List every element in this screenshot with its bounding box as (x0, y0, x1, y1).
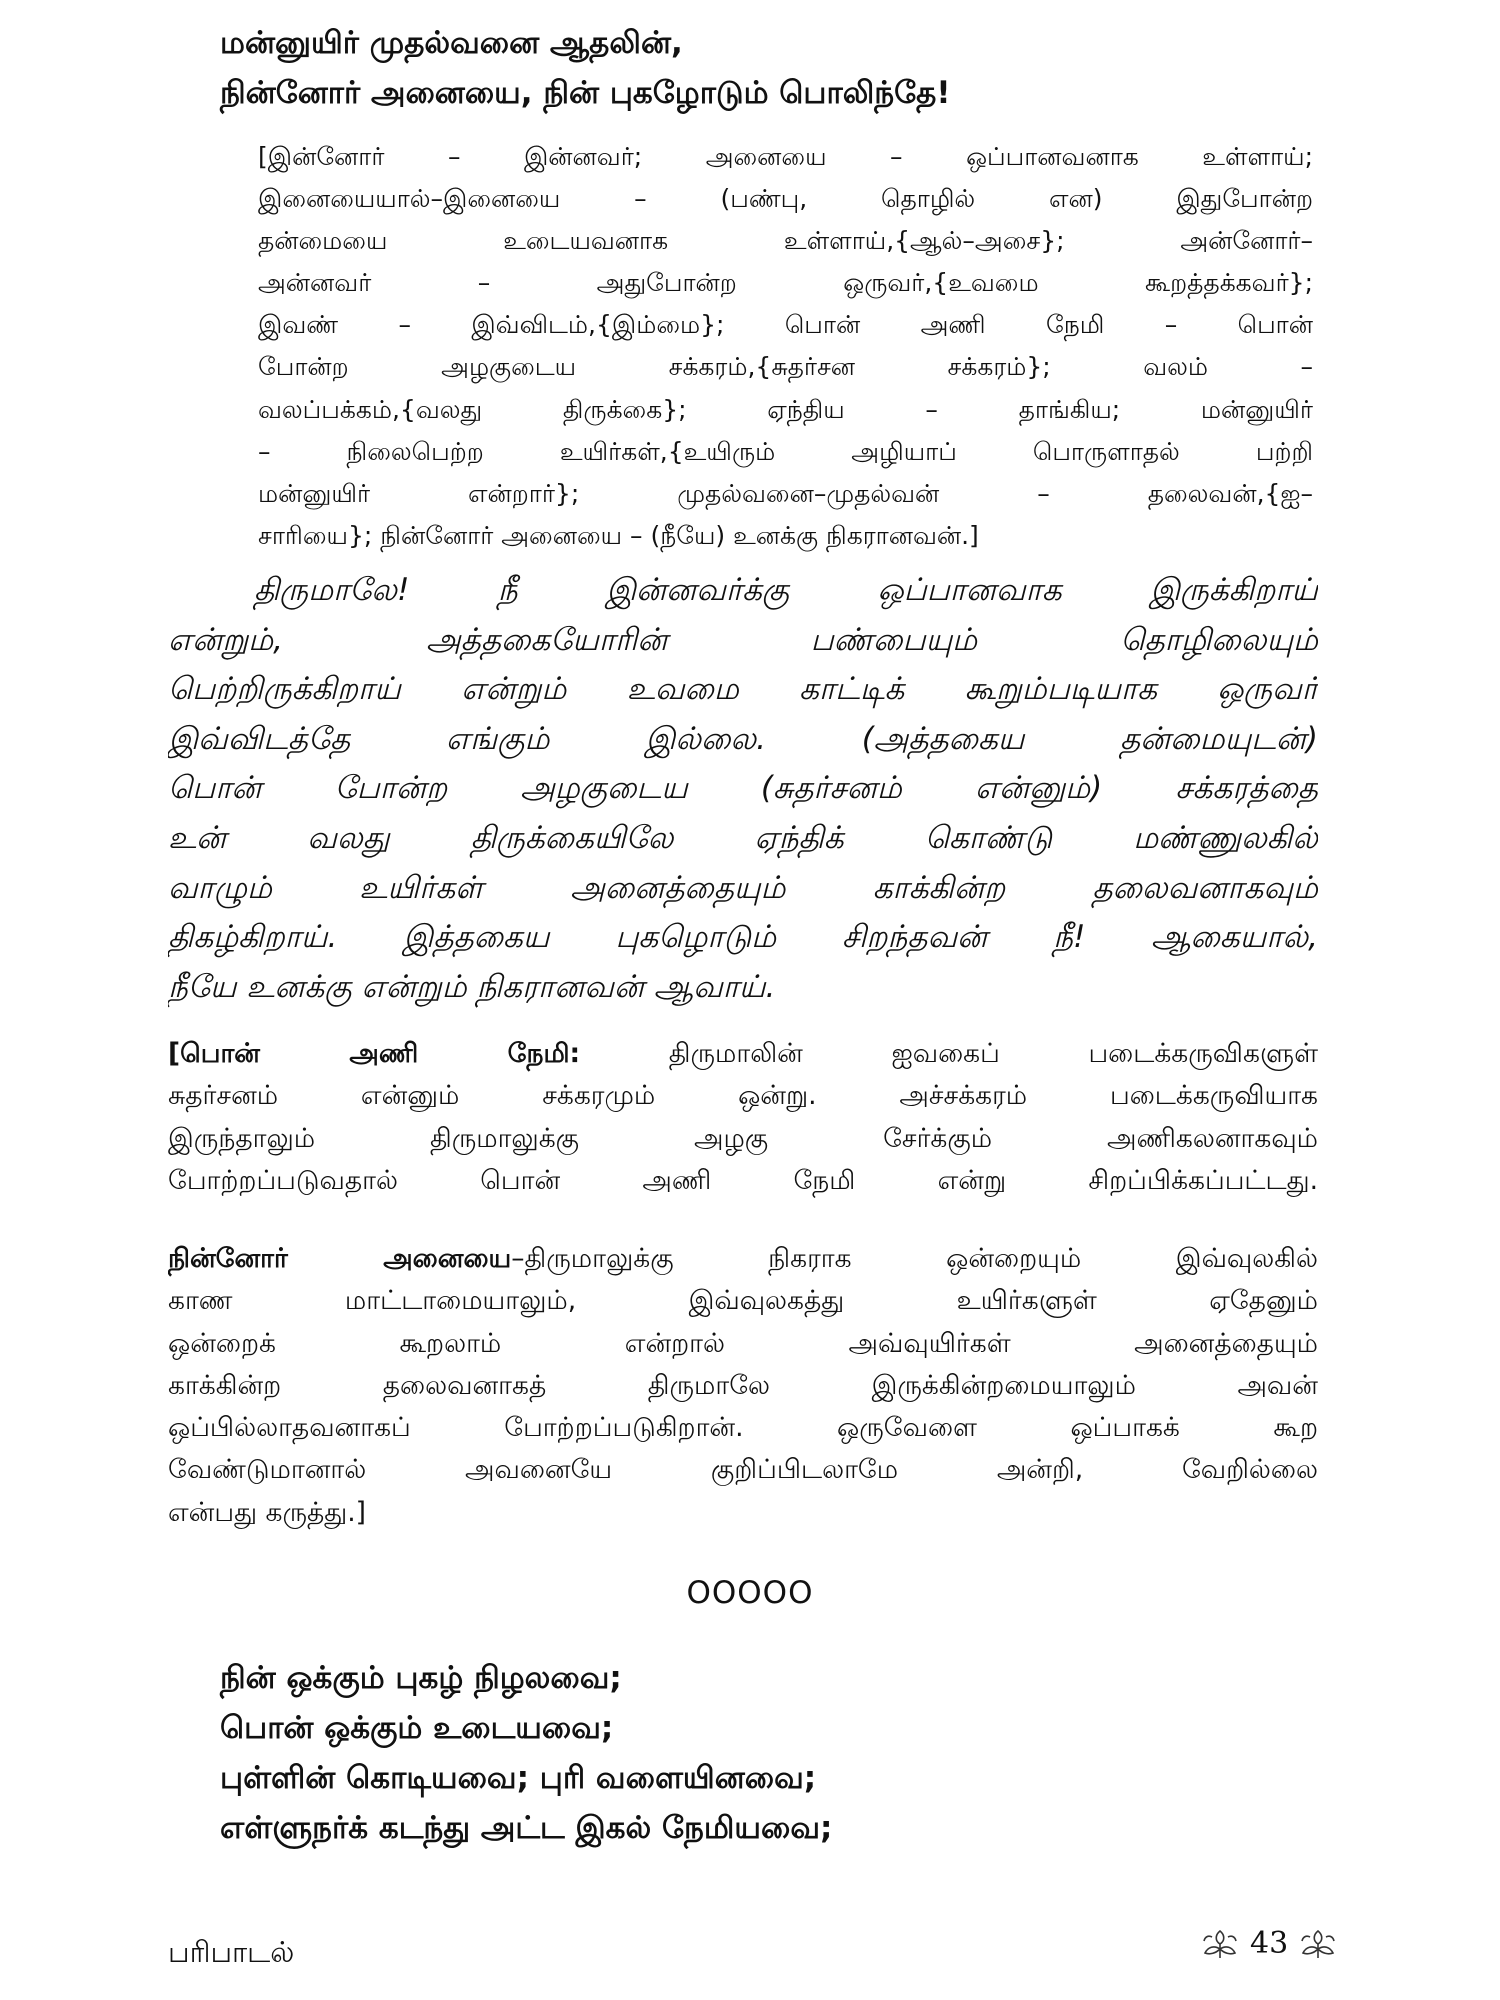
prose-line: பொன் போன்ற அழகுடைய (சுதர்சனம் என்னும்) சக்கரத்தை (168, 770, 1318, 807)
gloss-line: சாரியை}; நின்னோர் அனையை – (நீயே) உனக்கு நிகரானவன்.] (258, 520, 979, 550)
prose-line: இவ்விடத்தே எங்கும் இல்லை. (அத்தகைய தன்மையுடன்) (168, 720, 1318, 757)
prose-explanation (168, 566, 1318, 1012)
section-separator: OOOOO (686, 1575, 814, 1611)
gloss-line: வலப்பக்கம்,{வலது திருக்கை}; ஏந்திய – தாங்கிய; மன்னுயிர் (258, 394, 1313, 424)
prose-line: உன் வலது திருக்கையிலே ஏந்திக் கொண்டு மண்ணுலகில் (168, 819, 1318, 856)
note-line (168, 1033, 1318, 1075)
prose-line: என்றும், அத்தகையோரின் பண்பையும் தொழிலையும் (168, 621, 1318, 658)
note-ninnor-anaiyai (168, 1238, 1318, 1534)
floral-ornament-icon (1298, 1927, 1338, 1961)
note-term: நின்னோர் அனையை (168, 1243, 512, 1274)
note-term: [பொன் அணி நேமி: (168, 1038, 581, 1069)
verse-bottom (220, 1653, 1370, 1853)
floral-ornament-icon (1200, 1927, 1240, 1961)
note-line: ஒப்பில்லாதவனாகப் போற்றப்படுகிறான். ஒருவேளை ஒப்பாகக் கூற (168, 1412, 1318, 1444)
note-line: சுதர்சனம் என்னும் சக்கரமும் ஒன்று. அச்சக்கரம் படைக்கருவியாக (168, 1080, 1318, 1112)
page-number-block (1200, 1926, 1338, 1961)
note-line: என்பது கருத்து.] (168, 1496, 367, 1528)
prose-line: பெற்றிருக்கிறாய் என்றும் உவமை காட்டிக் கூறும்படியாக ஒருவர் (168, 671, 1318, 708)
note-pon-ani-nemi (168, 1033, 1318, 1202)
word-gloss (258, 136, 1313, 557)
gloss-line: போன்ற அழகுடைய சக்கரம்,{சுதர்சன சக்கரம்}; வலம் – (258, 352, 1313, 382)
note-line: காக்கின்ற தலைவனாகத் திருமாலே இருக்கின்றமையாலும் அவன் (168, 1369, 1318, 1401)
verse-line: எள்ளுநர்க் கடந்து அட்ட இகல் நேமியவை; (220, 1810, 833, 1846)
prose-line: நீயே உனக்கு என்றும் நிகரானவன் ஆவாய். (168, 968, 776, 1005)
note-text: திருமாலின் ஐவகைப் படைக்கருவிகளுள் (580, 1038, 1318, 1069)
gloss-line: இவண் – இவ்விடம்,{இம்மை}; பொன் அணி நேமி – பொன் (258, 310, 1313, 340)
note-line: காண மாட்டாமையாலும், இவ்வுலகத்து உயிர்களுள் ஏதேனும் (168, 1285, 1318, 1317)
note-line: வேண்டுமானால் அவனையே குறிப்பிடலாமே அன்றி, வேறில்லை (168, 1454, 1318, 1486)
prose-line: திகழ்கிறாய். இத்தகைய புகழொடும் சிறந்தவன் நீ! ஆகையால், (168, 919, 1318, 956)
gloss-line: [இன்னோர் – இன்னவர்; அனையை – ஒப்பானவனாக உள்ளாய்; (258, 142, 1313, 171)
verse-line: மன்னுயிர் முதல்வனை ஆதலின், (220, 25, 683, 61)
verse-line: நின்னோர் அனையை, நின் புகழோடும் பொலிந்தே! (220, 75, 951, 111)
prose-line: வாழும் உயிர்கள் அனைத்தையும் காக்கின்ற தலைவனாகவும் (168, 869, 1318, 906)
gloss-line: தன்மையை உடையவனாக உள்ளாய்,{ஆல்–அசை}; அன்னோர்– (258, 226, 1313, 256)
note-text: –திருமாலுக்கு நிகராக ஒன்றையும் இவ்வுலகில் (511, 1243, 1318, 1274)
verse-top (220, 18, 1370, 118)
gloss-line: இனையையால்–இனையை – (பண்பு, தொழில் என) இதுபோன்ற (258, 184, 1313, 214)
gloss-line: மன்னுயிர் என்றார்}; முதல்வனை–முதல்வன் – தலைவன்,{ஐ– (258, 478, 1313, 508)
note-line: ஒன்றைக் கூறலாம் என்றால் அவ்வுயிர்கள் அனைத்தையும் (168, 1327, 1318, 1359)
verse-line: புள்ளின் கொடியவை; புரி வளையினவை; (220, 1760, 817, 1796)
verse-line: பொன் ஒக்கும் உடையவை; (220, 1710, 614, 1746)
note-line (168, 1238, 1318, 1280)
note-line: இருந்தாலும் திருமாலுக்கு அழகு சேர்க்கும் அணிகலனாகவும் (168, 1122, 1318, 1154)
gloss-line: – நிலைபெற்ற உயிர்கள்,{உயிரும் அழியாப் பொருளாதல் பற்றி (258, 436, 1313, 466)
gloss-line: அன்னவர் – அதுபோன்ற ஒருவர்,{உவமை கூறத்தக்கவர்}; (258, 268, 1313, 298)
page-number: 43 (1250, 1926, 1289, 1961)
verse-line: நின் ஒக்கும் புகழ் நிழலவை; (220, 1660, 622, 1696)
prose-line: திருமாலே! நீ இன்னவர்க்கு ஒப்பானவாக இருக்கிறாய் (254, 572, 1318, 608)
note-line: போற்றப்படுவதால் பொன் அணி நேமி என்று சிறப்பிக்கப்பட்டது. (168, 1164, 1318, 1196)
book-title: பரிபாடல் (168, 1935, 295, 1969)
